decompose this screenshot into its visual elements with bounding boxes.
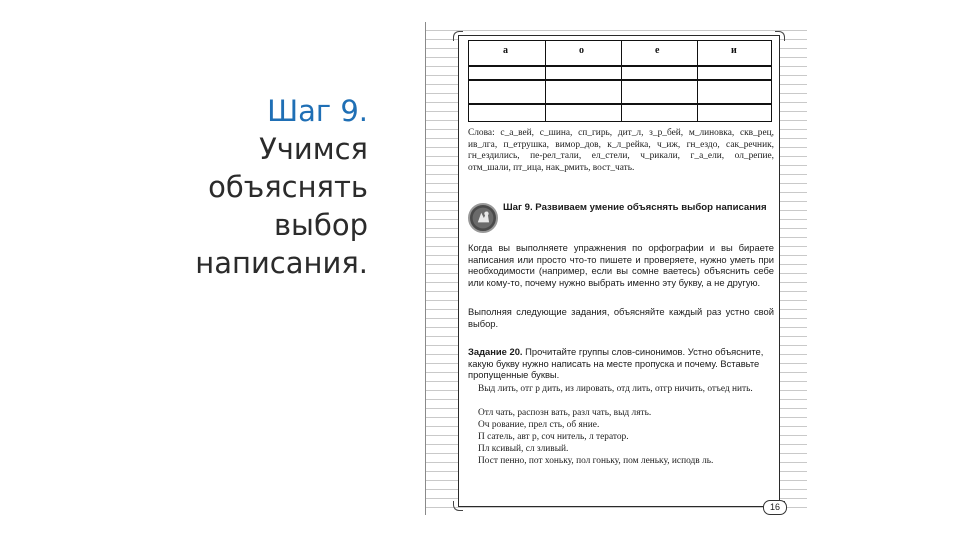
exercise-line: Пл ксивый, сл зливый. bbox=[478, 444, 569, 454]
table-header-i: и bbox=[731, 45, 737, 56]
page-number: 16 bbox=[763, 500, 787, 515]
table-divider bbox=[545, 41, 546, 121]
words-paragraph: Слова: с_а_вей, с_шина, сп_гирь, дит_л, з_р_бей, м_линовка, скв_рец, ив_лга, п_етрушка, вимор_дов, к_л_рейка, ч_иж, гн_ездо, сак_речник, гн_ездились, пе-рел_тали, ел_стели, ч_рикали, г_а_ели, ол_репие, отм_шали, пт_ица, нак_рмить, вост_чать. bbox=[468, 128, 774, 173]
step-title: Шаг 9. bbox=[267, 94, 368, 128]
title-line-1: Учимся bbox=[259, 132, 368, 166]
instruction-paragraph: Выполняя следующие задания, объясняйте каждый раз устно свой выбор. bbox=[468, 306, 774, 329]
title-line-3: выбор bbox=[273, 208, 368, 242]
title-line-4: написания. bbox=[195, 246, 368, 280]
slide-title bbox=[150, 92, 368, 282]
exercise-line: Пост пенно, пот хоньку, пол гоньку, пом леньку, исподв ль. bbox=[478, 456, 714, 466]
table-rule bbox=[469, 79, 771, 81]
table-rule bbox=[469, 103, 771, 105]
task-label: Задание 20. bbox=[468, 346, 523, 357]
page-edge bbox=[425, 22, 426, 515]
textbook-page bbox=[425, 22, 807, 515]
exercise-line: Оч рование, прел сть, об яние. bbox=[478, 420, 600, 430]
task-heading bbox=[468, 346, 774, 381]
table-divider bbox=[697, 41, 698, 121]
step-badge-icon bbox=[468, 203, 498, 233]
table-rule bbox=[469, 65, 771, 67]
exercise-line: Выд лить, отг р дить, из лировать, отд лить, отгр ничить, отъед нить. bbox=[478, 384, 753, 394]
table-header-a: а bbox=[503, 45, 508, 56]
page-frame bbox=[458, 35, 780, 507]
table-divider bbox=[621, 41, 622, 121]
table-header-e: е bbox=[655, 45, 660, 56]
step-heading: Шаг 9. Развиваем умение объяснять выбор написания bbox=[503, 202, 767, 213]
exercise-line: Отл чать, распозн вать, разл чать, выд лять. bbox=[478, 408, 652, 418]
title-line-2: объяснять bbox=[208, 170, 368, 204]
exercise-line: П сатель, авт р, соч нитель, л тератор. bbox=[478, 432, 629, 442]
table-header-o: о bbox=[579, 45, 584, 56]
intro-paragraph: Когда вы выполняете упражнения по орфографии и вы бираете написания или просто что-то пишете и проверяете, нужно уметь при необходимости (например, если вы сомне ваетесь) объяснить себе или кому-то, почему нужно выбрать именно эту букву, а не другую. bbox=[468, 242, 774, 288]
task-text: Прочитайте группы слов-синонимов. Устно объясните, какую букву нужно написать на месте пропуска и почему. Вставьте пропущенные буквы. bbox=[468, 346, 764, 380]
vowel-table bbox=[468, 40, 772, 122]
